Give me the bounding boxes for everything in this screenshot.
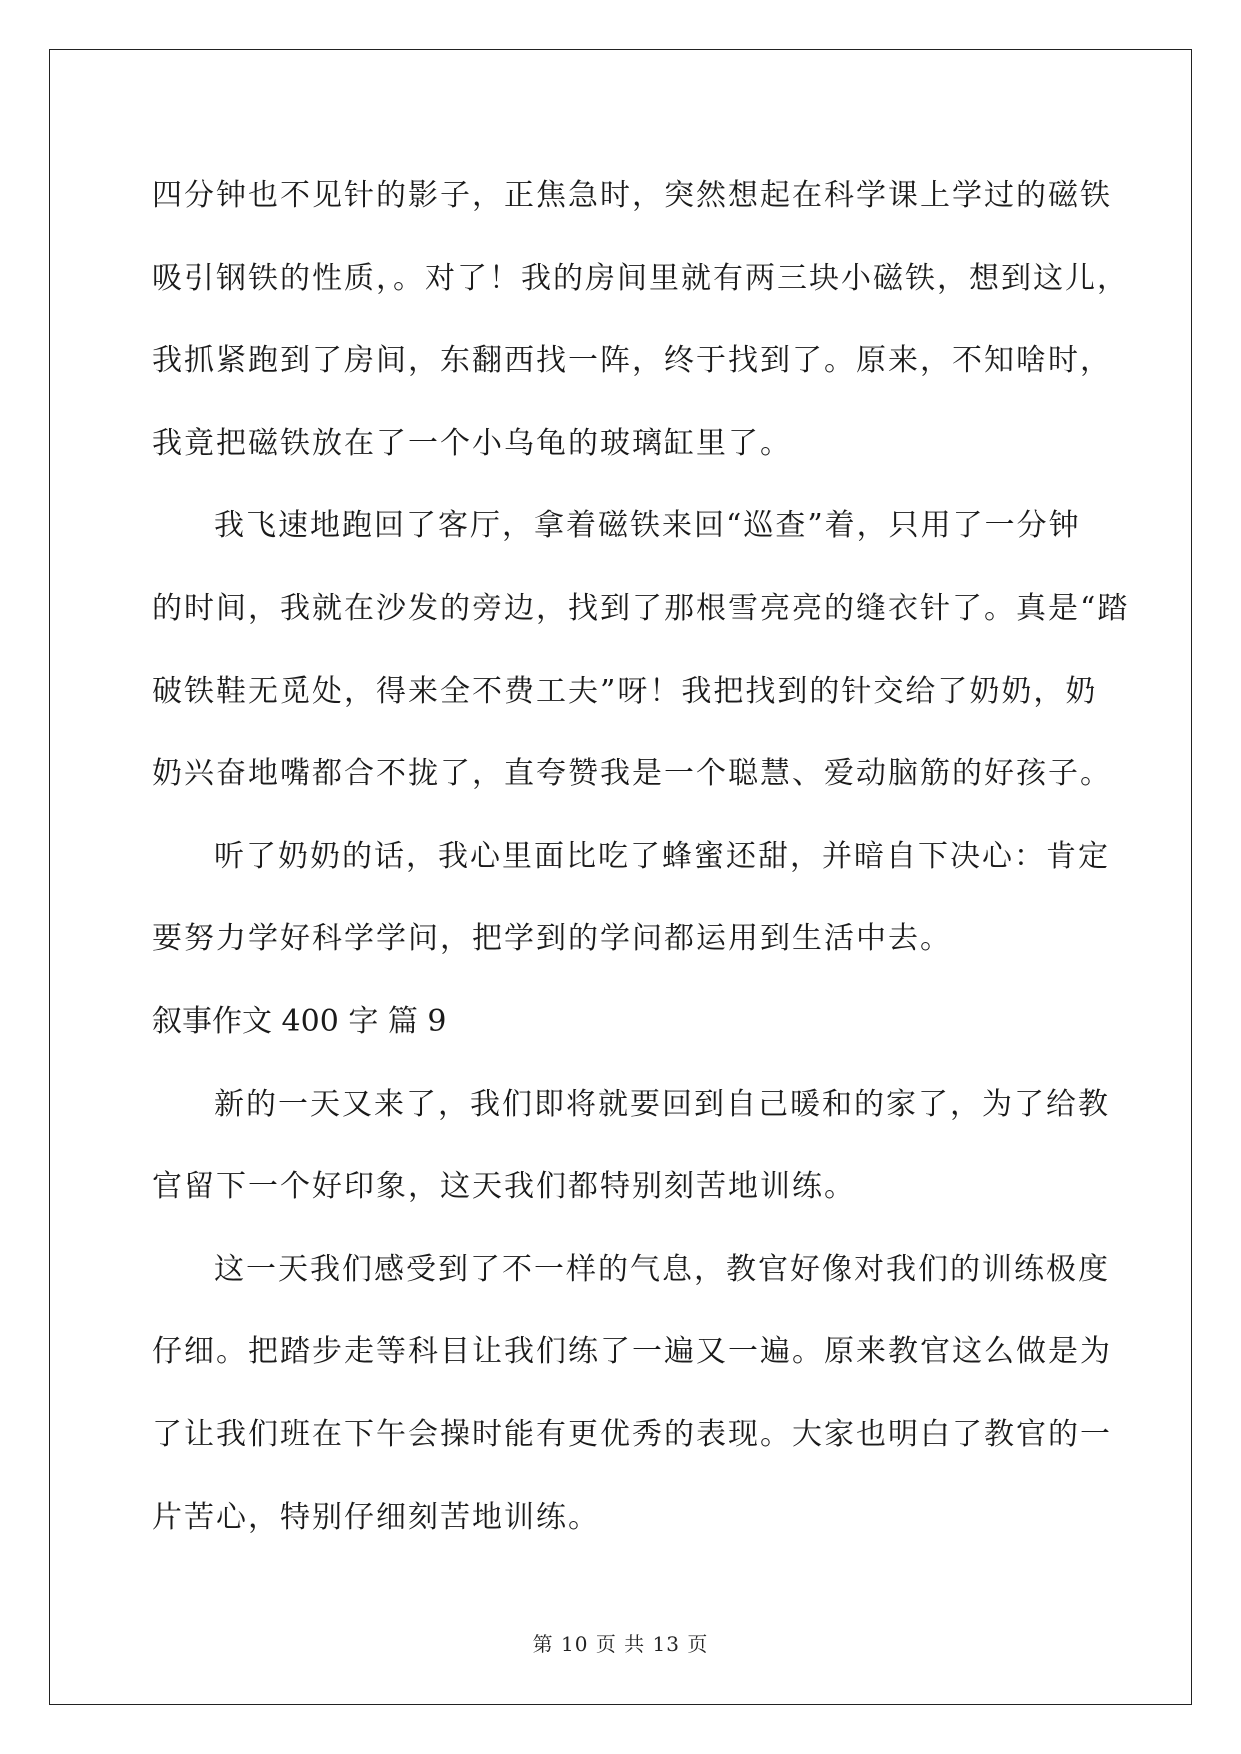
text-line: 吸引钢铁的性质，。对了！我的房间里就有两三块小磁铁，想到这儿， (152, 260, 1129, 296)
paragraph-start-line: 听了奶奶的话，我心里面比吃了蜂蜜还甜，并暗自下决心：肯定 (214, 838, 1110, 874)
paragraph-start-line: 这一天我们感受到了不一样的气息，教官好像对我们的训练极度 (214, 1251, 1110, 1287)
text-line: 我竟把磁铁放在了一个小乌龟的玻璃缸里了。 (152, 425, 792, 461)
text-line: 我抓紧跑到了房间，东翻西找一阵，终于找到了。原来，不知啥时， (152, 343, 1112, 379)
text-line: 官留下一个好印象，这天我们都特别刻苦地训练。 (152, 1169, 856, 1205)
page-number: 第 10 页 共 13 页 (532, 1632, 709, 1656)
text-line: 破铁鞋无觅处，得来全不费工夫”呀！我把找到的针交给了奶奶，奶 (152, 673, 1098, 709)
paragraph-start-line: 新的一天又来了，我们即将就要回到自己暖和的家了，为了给教 (214, 1086, 1110, 1122)
section-heading: 叙事作文 400 字 篇 9 (152, 1003, 447, 1039)
text-line: 片苦心，特别仔细刻苦地训练。 (152, 1499, 600, 1535)
document-body (152, 155, 1130, 1559)
paragraph-start-line: 我飞速地跑回了客厅，拿着磁铁来回“巡查”着，只用了一分钟 (214, 508, 1081, 544)
text-line: 了让我们班在下午会操时能有更优秀的表现。大家也明白了教官的一 (152, 1416, 1112, 1452)
text-line: 仔细。把踏步走等科目让我们练了一遍又一遍。原来教官这么做是为 (152, 1334, 1112, 1370)
text-line: 要努力学好科学学问，把学到的学问都运用到生活中去。 (152, 921, 952, 957)
text-line: 的时间，我就在沙发的旁边，找到了那根雪亮亮的缝衣针了。真是“踏 (152, 590, 1130, 626)
text-line: 奶兴奋地嘴都合不拢了，直夸赞我是一个聪慧、爱动脑筋的好孩子。 (152, 756, 1112, 792)
text-line: 四分钟也不见针的影子，正焦急时，突然想起在科学课上学过的磁铁 (152, 178, 1112, 213)
